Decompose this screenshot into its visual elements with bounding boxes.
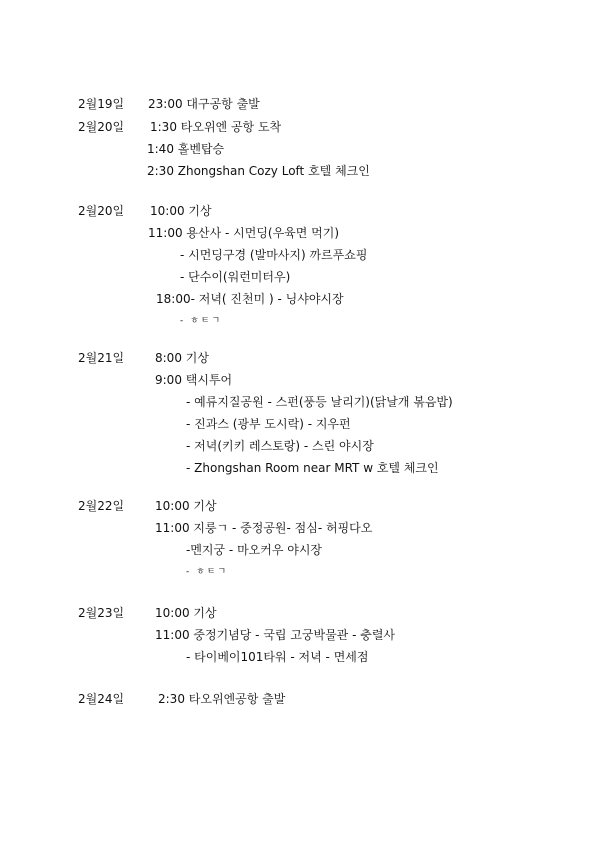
day-date: 2월19일 bbox=[78, 97, 125, 111]
schedule-line: 23:00 대구공항 출발 bbox=[148, 97, 260, 111]
schedule-line: 1:40 홀벤탑승 bbox=[147, 142, 225, 156]
schedule-line: - 예류지질공원 - 스펀(풍등 날리기)(닭날개 볶음밥) bbox=[186, 395, 453, 409]
schedule-line: - Zhongshan Room near MRT w 호텔 체크인 bbox=[186, 461, 439, 475]
schedule-line: 9:00 택시투어 bbox=[155, 373, 233, 387]
schedule-line: 10:00 기상 bbox=[155, 606, 217, 620]
schedule-line: - ㅎㅌㄱ bbox=[186, 567, 229, 577]
schedule-line: 2:30 타오위엔공항 출발 bbox=[158, 692, 286, 706]
schedule-line: - 시먼딩구경 (발마사지) 까르푸쇼핑 bbox=[180, 248, 368, 262]
day-date: 2월22일 bbox=[78, 499, 125, 513]
day-date: 2월20일 bbox=[78, 120, 125, 134]
day-date: 2월23일 bbox=[78, 606, 125, 620]
day-date: 2월24일 bbox=[78, 692, 125, 706]
schedule-line: 8:00 기상 bbox=[155, 351, 209, 365]
schedule-line: - 저녁(키키 레스토랑) - 스린 야시장 bbox=[186, 439, 374, 453]
schedule-line: - ㅎㅌㄱ bbox=[180, 316, 223, 326]
day-date: 2월20일 bbox=[78, 204, 125, 218]
day-date: 2월21일 bbox=[78, 351, 125, 365]
schedule-line: 2:30 Zhongshan Cozy Loft 호텔 체크인 bbox=[147, 164, 370, 178]
schedule-line: 11:00 용산사 - 시먼딩(우육면 먹기) bbox=[148, 226, 340, 240]
schedule-line: 18:00- 저녁( 진천미 ) - 닝샤야시장 bbox=[156, 292, 344, 306]
schedule-line: - 단수이(워런미터우) bbox=[180, 270, 291, 284]
schedule-line: - 타이베이101타워 - 저녁 - 면세점 bbox=[186, 650, 369, 664]
schedule-line: 10:00 기상 bbox=[150, 204, 212, 218]
schedule-line: 11:00 중정기념당 - 국립 고궁박물관 - 충렬사 bbox=[155, 628, 396, 642]
schedule-line: - 진과스 (광부 도시락) - 지우펀 bbox=[186, 417, 351, 431]
schedule-line: 10:00 기상 bbox=[155, 499, 217, 513]
schedule-line: -멘지궁 - 마오커우 야시장 bbox=[186, 543, 323, 557]
schedule-line: 1:30 타오위엔 공항 도착 bbox=[150, 120, 282, 134]
schedule-line: 11:00 지룽ㄱ - 중정공원- 점심- 허핑다오 bbox=[155, 521, 373, 535]
